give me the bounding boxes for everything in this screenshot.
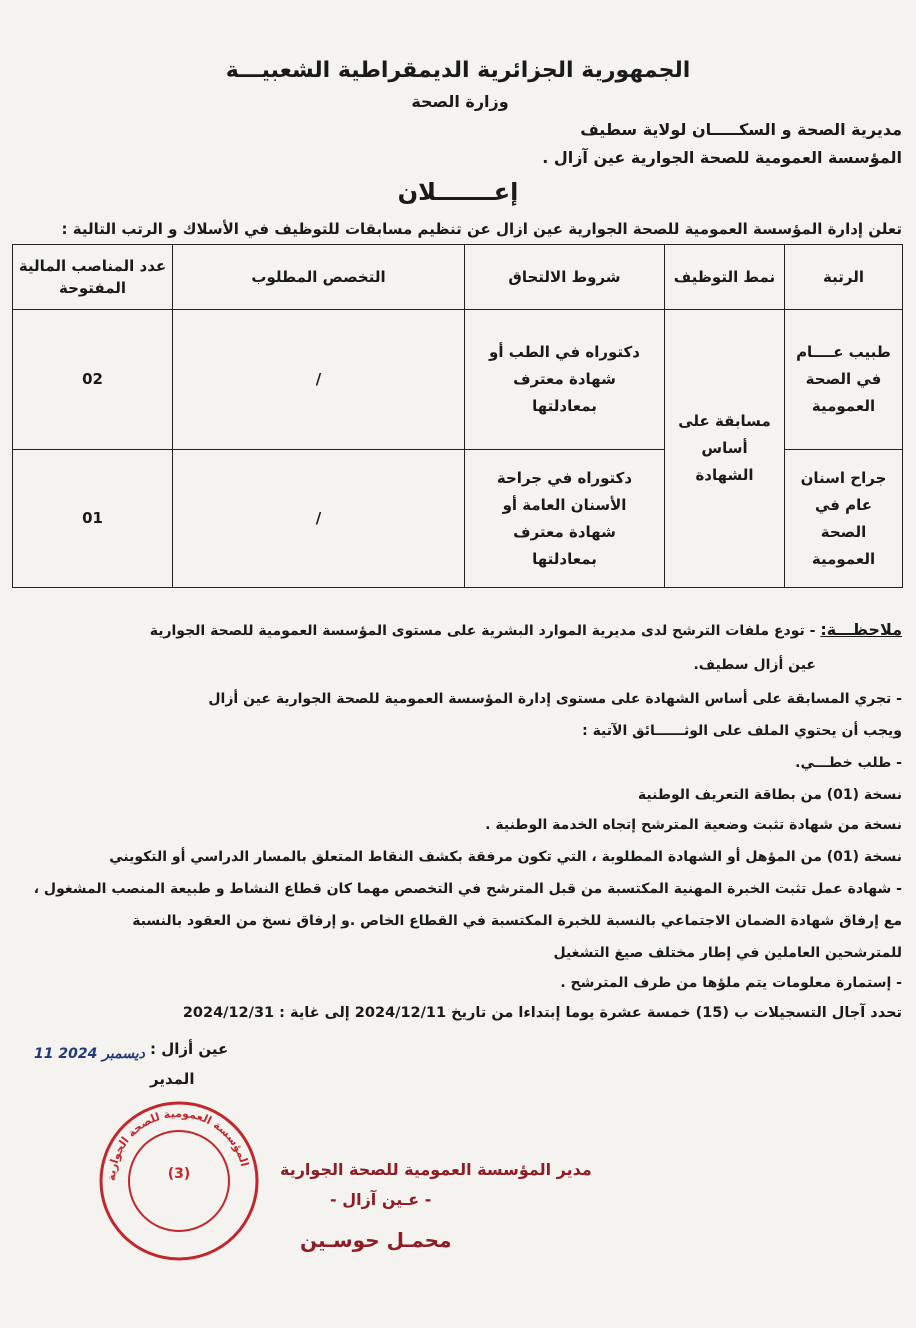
row1-rank: طبيب عــــام في الصحة العمومية bbox=[785, 310, 903, 450]
ministry-title: وزارة الصحة bbox=[411, 92, 509, 111]
note-label: ملاحظـــة: bbox=[820, 620, 902, 639]
footer-director: المدير bbox=[150, 1070, 195, 1088]
directorate-line: مديرية الصحة و السكـــــان لولاية سطيف bbox=[580, 120, 902, 139]
announcement-intro: تعلن إدارة المؤسسة العمومية للصحة الجوارية عين ازال عن تنظيم مسابقات للتوظيف في الأسلاك و الرتب التالية : bbox=[61, 220, 902, 238]
institution-line: المؤسسة العمومية للصحة الجوارية عين آزال . bbox=[542, 148, 902, 167]
row2-positions: 01 bbox=[13, 450, 173, 588]
row1-specialty: / bbox=[173, 310, 465, 450]
doc-item-1: - طلب خطـــي. bbox=[795, 755, 902, 771]
doc-item-6: مع إرفاق شهادة الضمان الاجتماعي بالنسبة للخبرة المكتسبة في القطاع الخاص .و إرفاق نسخ من العقود بالنسبة bbox=[132, 913, 902, 929]
note-line-3: ويجب أن يحتوي الملف على الوثــــــائق الآتية : bbox=[582, 723, 902, 739]
doc-item-8: - إستمارة معلومات يتم ملؤها من طرف المترشح . bbox=[560, 975, 902, 991]
table-header-row bbox=[13, 245, 903, 310]
note-text-1: - تودع ملفات الترشح لدى مديرية الموارد البشرية على مستوى المؤسسة العمومية للصحة الجوارية bbox=[149, 623, 816, 639]
note-line-1b: عين أزال سطيف. bbox=[693, 657, 816, 673]
header-rank: الرتبة bbox=[785, 245, 903, 310]
header-mode: نمط التوظيف bbox=[665, 245, 785, 310]
header-positions: عدد المناصب المالية المفتوحة bbox=[13, 245, 173, 310]
official-stamp bbox=[96, 1098, 262, 1264]
table-row bbox=[13, 310, 903, 450]
row2-rank: جراح اسنان عام في الصحة العمومية bbox=[785, 450, 903, 588]
doc-item-5: - شهادة عمل تثبت الخبرة المهنية المكتسبة من قبل المترشح في التخصص مهما كان قطاع النشاط و طبيعة المنصب المشغول ، bbox=[33, 881, 902, 897]
doc-item-3: نسخة من شهادة تثبت وضعية المترشح إتجاه الخدمة الوطنية . bbox=[485, 817, 902, 833]
note-line-1 bbox=[12, 620, 902, 641]
stamp-ring-text: المؤسسة العمومية للصحة الجوارية bbox=[104, 1106, 252, 1182]
signature-name: محمـل حوسـين bbox=[300, 1228, 452, 1252]
note-line-2: - تجري المسابقة على أساس الشهادة على مستوى إدارة المؤسسة العمومية للصحة الجوارية عين أزال bbox=[208, 691, 902, 707]
signature-place: - عـين آزال - bbox=[330, 1190, 432, 1209]
footer-date: 11 دیسمبر 2024 bbox=[34, 1046, 145, 1062]
doc-item-2: نسخة (01) من بطاقة التعريف الوطنية bbox=[637, 787, 902, 803]
stamp-number: (3) bbox=[167, 1166, 191, 1182]
row2-specialty: / bbox=[173, 450, 465, 588]
deadline-line: تحدد آجال التسجيلات ب (15) خمسة عشرة يوما إبتداءا من تاريخ 2024/12/11 إلى غاية : 2024/12/31 bbox=[182, 1005, 902, 1021]
doc-item-7: للمترشحين العاملين في إطار مختلف صيغ التشغيل bbox=[553, 945, 902, 961]
announcement-title: إعـــــــلان bbox=[397, 178, 519, 206]
footer-city: عين أزال : bbox=[150, 1040, 229, 1058]
header-conditions: شروط الالتحاق bbox=[465, 245, 665, 310]
mode-cell: مسابقة على أساس الشهادة bbox=[665, 310, 785, 588]
row1-conditions: دكتوراه في الطب أو شهادة معترف بمعادلتها bbox=[465, 310, 665, 450]
header-specialty: التخصص المطلوب bbox=[173, 245, 465, 310]
doc-item-4: نسخة (01) من المؤهل أو الشهادة المطلوبة ، التي تكون مرفقة بكشف النقاط المتعلق بالمسار الدراسي أو التكويني bbox=[109, 849, 902, 865]
row1-positions: 02 bbox=[13, 310, 173, 450]
row2-conditions: دكتوراه في جراحة الأسنان العامة أو شهادة معترف بمعادلتها bbox=[465, 450, 665, 588]
republic-title: الجمهورية الجزائرية الديمقراطية الشعبيـــة bbox=[225, 58, 691, 83]
signature-title: مدير المؤسسة العمومية للصحة الجوارية bbox=[280, 1160, 592, 1179]
recruitment-table bbox=[12, 244, 903, 588]
